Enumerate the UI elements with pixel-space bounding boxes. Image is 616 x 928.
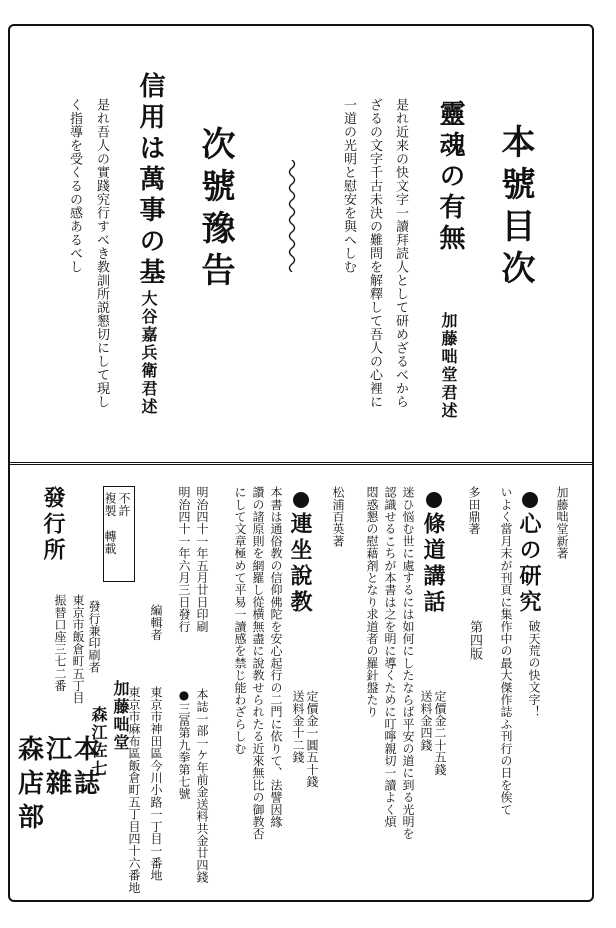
book2-desc-line-1: 迷ひ悩む世に處するには如何にしたならば平安の道に到る光明を xyxy=(401,486,415,840)
book1-title: 心の研究 xyxy=(516,512,542,616)
next-issue-desc-line-2: く指導を受くるの感あるべし xyxy=(67,98,82,274)
circle-mark-icon xyxy=(522,492,538,508)
next-issue-author: 大谷嘉兵衛君述 xyxy=(139,290,158,416)
wavy-divider xyxy=(287,160,297,272)
print-date: 明治四十一年五月廿日印刷 xyxy=(195,486,209,633)
circle-mark-icon xyxy=(426,492,442,508)
book2-title: 條道講話 xyxy=(420,512,446,616)
article-author: 加藤咄堂君述 xyxy=(439,312,458,420)
registration-number: ●三冨第九拳第七號 xyxy=(177,688,191,800)
article-desc-line-1: 是れ近来の快文字一讀拜読人として研めざるべから xyxy=(393,98,408,409)
next-issue-desc-line-1: 是れ吾人の實踐究行すべき教訓所説懇切にして現し xyxy=(94,98,109,409)
book1-author: 加藤咄堂新著 xyxy=(555,486,569,560)
publisher-name: 森江佐七 xyxy=(89,706,108,778)
office-address: 東京市飯倉町五丁目 xyxy=(71,594,85,704)
book3-price: 定價金一圓五十錢 xyxy=(305,690,319,788)
contents-title: 本號目次 xyxy=(495,124,535,292)
editor-address: 東京市神田區今川小路一丁目一番地 xyxy=(149,686,163,882)
office-account: 振替口座三七二番 xyxy=(53,594,67,692)
book3-title: 連坐說教 xyxy=(287,512,313,616)
book3-desc-line-1: 本書は通俗教の信仰佛陀を安心起行の二門に依りて、法譬因緣 xyxy=(269,486,283,828)
notice-line-1: 不許 xyxy=(117,492,131,517)
next-issue-label: 次號豫告 xyxy=(195,126,235,294)
book1-desc: いよく當月末が刊頁に集作中の最大傑作誌ふ刊行の日を俟て xyxy=(499,486,513,816)
office-label: 發行所 xyxy=(40,486,66,564)
publish-date: 明治四十一年六月三日發行 xyxy=(177,486,191,633)
book1-subtitle: 破天荒の快文字！ xyxy=(527,620,541,718)
office-name: 森江本店雜誌部 xyxy=(18,735,103,833)
book3-shipping: 送料金十二錢 xyxy=(291,690,305,764)
subscription-fee: 本誌一部一ケ年前金送料共金廿四錢 xyxy=(195,688,209,884)
book2-desc-line-3: 悶惑懇の慰藉剤となり求道者の羅針盤たり xyxy=(365,486,379,718)
notice-line-2: 複製 xyxy=(103,492,117,517)
book2-author: 多田鼎著 xyxy=(467,486,481,535)
book3-desc-line-3: にして文章極めて平易一讀感を禁じ能わざらしむ xyxy=(233,486,247,755)
book3-author: 松浦百英著 xyxy=(331,486,345,547)
book2-desc-line-2: 認識せるこちが本書は之を明に導くために叮嚀親切一讀よく煩 xyxy=(383,486,397,828)
book2-shipping: 送料金四錢 xyxy=(419,690,433,751)
next-issue-title: 信用は萬事の基 xyxy=(135,72,165,289)
notice-line-3: 轉載 xyxy=(103,530,117,555)
publisher-label: 發行兼印刷者 xyxy=(87,600,101,674)
book2-edition: 第四版 xyxy=(467,620,482,661)
editor-name: 加藤咄堂 xyxy=(111,680,130,752)
book2-price: 定價金二十五錢 xyxy=(433,690,447,776)
article-desc-line-2: ざるの文字千古未決の難問を解釋して吾人の心裡に xyxy=(367,98,382,409)
article-title: 靈魂の有無 xyxy=(435,100,465,255)
circle-mark-icon xyxy=(293,492,309,508)
section-divider xyxy=(10,462,592,465)
book3-desc-line-2: 讚の諸原則を網羅し從横無盡に說教せられたる近來無比の御教否 xyxy=(251,486,265,840)
editor-label: 編輯者 xyxy=(149,604,163,641)
article-desc-line-3: 一道の光明と慰安を與へしむ xyxy=(341,98,356,274)
publisher-address: 東京市麻布區飯倉町五丁目四十六番地 xyxy=(127,686,141,894)
